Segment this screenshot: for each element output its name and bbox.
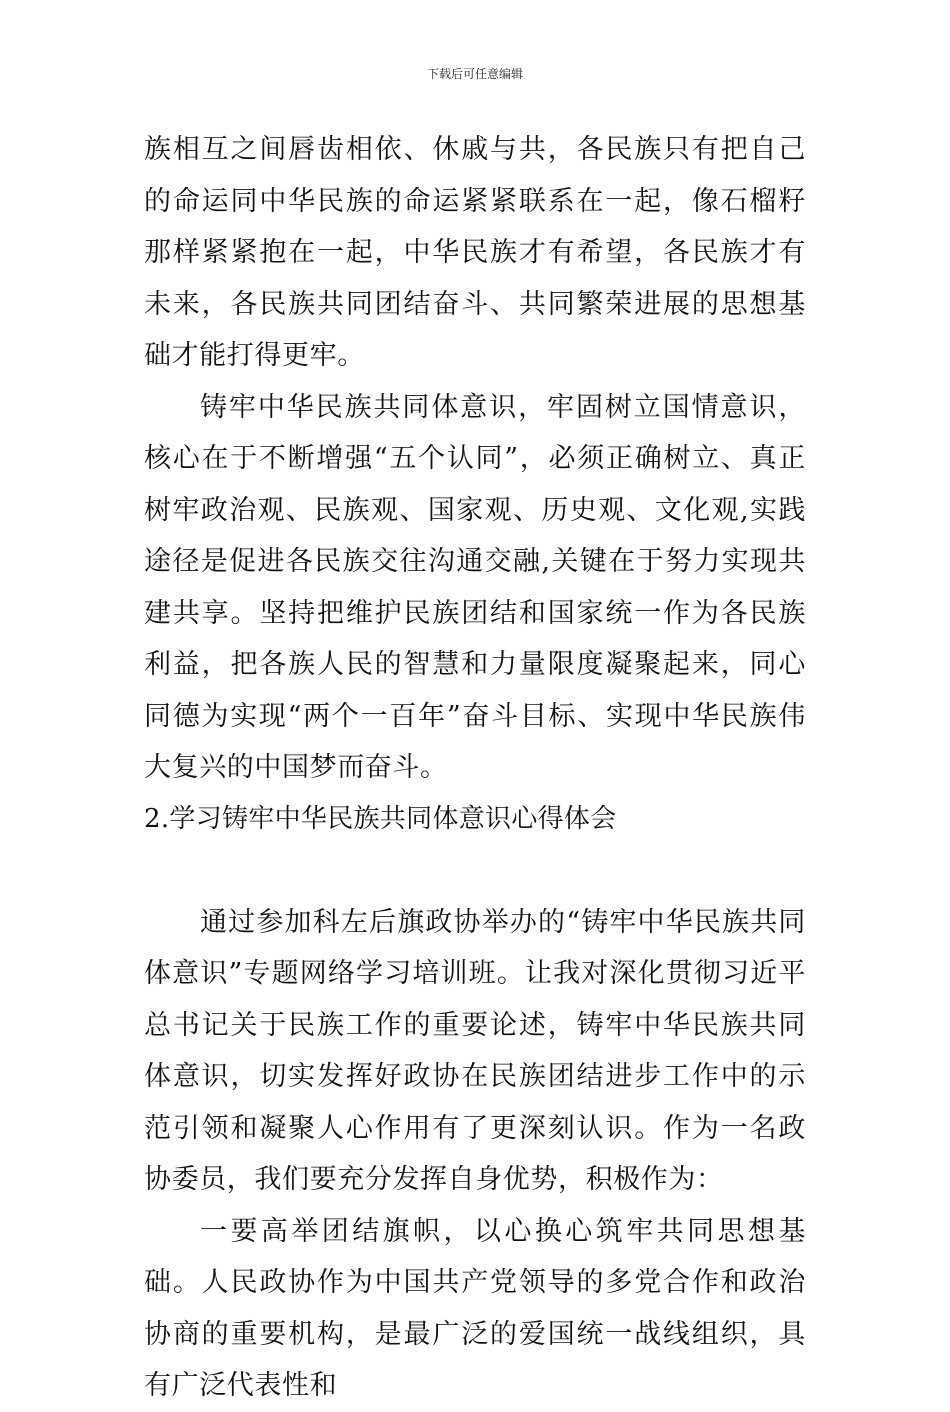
paragraph-ethnic-unity: 铸牢中华民族共同体意识，牢固树立国情意识，核心在于不断增强“五个认同”，必须正确树立、真正树牢政治观、民族观、国家观、历史观、文化观,实践途径是促进各民族交往沟通交融,关键在于努力实现共建共享。坚持把维护民族团结和国家统一作为各民族利益，把各族人民的智慧和力量限度凝聚起来，同心同德为实现“两个一百年”奋斗目标、实现中华民族伟大复兴的中国梦而奋斗。 xyxy=(144,391,806,783)
page-header-note: 下载后可任意编辑 xyxy=(426,67,523,81)
document-body xyxy=(144,124,806,1412)
paragraph-unity-banner: 一要高举团结旗帜，以心换心筑牢共同思想基础。人民政协作为中国共产党领导的多党合作和政治协商的重要机构，是最广泛的爱国统一战线组织，具有广泛代表性和 xyxy=(144,1215,806,1401)
paragraph-training-course: 通过参加科左后旗政协举办的“铸牢中华民族共同体意识”专题网络学习培训班。让我对深化贯彻习近平总书记关于民族工作的重要论述，铸牢中华民族共同体意识，切实发挥好政协在民族团结进步工作中的示范引领和凝聚人心作用有了更深刻认识。作为一名政协委员，我们要充分发挥自身优势，积极作为： xyxy=(144,906,806,1195)
section-heading: 2.学习铸牢中华民族共同体意识心得体会 xyxy=(144,803,617,834)
paragraph-continuation: 族相互之间唇齿相依、休戚与共，各民族只有把自己的命运同中华民族的命运紧紧联系在一起，像石榴籽那样紧紧抱在一起，中华民族才有希望，各民族才有未来，各民族共同团结奋斗、共同繁荣进展的思想基础才能打得更牢。 xyxy=(144,134,806,371)
blank-line xyxy=(144,845,806,897)
